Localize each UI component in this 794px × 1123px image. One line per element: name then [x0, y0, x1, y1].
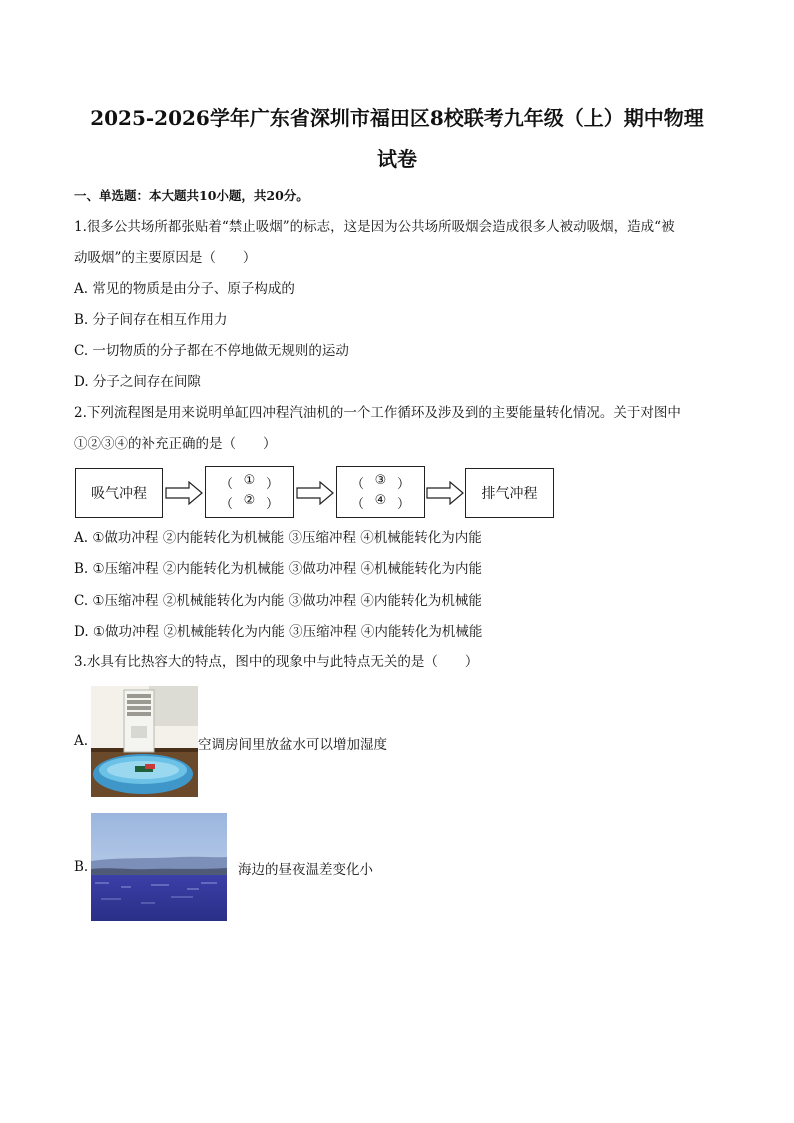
paren-open: （ — [351, 477, 365, 492]
q2-stem-line1: 2.下列流程图是用来说明单缸四冲程汽油机的一个工作循环及涉及到的主要能量转化情况。关于对图中 — [74, 405, 681, 421]
blank-1: ① — [243, 473, 256, 488]
seaside-photo — [91, 813, 227, 921]
paren-close: ） — [265, 497, 279, 512]
q2-option-a: A. ①做功冲程 ②内能转化为机械能 ③压缩冲程 ④机械能转化为内能 — [74, 530, 482, 546]
blank-4: ④ — [374, 493, 387, 508]
flow-box-exhaust-label: 排气冲程 — [481, 486, 538, 502]
flow-box-blank34 — [336, 466, 425, 518]
flow-row-3 — [337, 473, 424, 492]
exam-title-line2: 试卷 — [377, 147, 417, 171]
flow-box-blank12 — [205, 466, 294, 518]
paren-open: （ — [351, 497, 365, 512]
q1-option-a: A. 常见的物质是由分子、原子构成的 — [74, 281, 295, 297]
aircon-basin-photo — [91, 686, 198, 797]
flow-arrow-1 — [165, 481, 203, 505]
paren-close: ） — [396, 497, 410, 512]
q1-stem-line2: 动吸烟”的主要原因是（ ） — [74, 250, 257, 266]
flow-row-1 — [206, 473, 293, 492]
section-header: 一、单选题：本大题共10小题，共20分。 — [74, 188, 309, 203]
blank-3: ③ — [374, 473, 387, 488]
q3-stem: 3.水具有比热容大的特点，图中的现象中与此特点无关的是（ ） — [74, 654, 479, 670]
flow-row-2 — [206, 493, 293, 512]
q1-option-c: C. 一切物质的分子都在不停地做无规则的运动 — [74, 343, 349, 359]
paren-open: （ — [220, 477, 234, 492]
flow-arrow-2 — [296, 481, 334, 505]
flow-box-intake-label: 吸气冲程 — [91, 486, 147, 502]
paren-open: （ — [220, 497, 234, 512]
blank-2: ② — [243, 493, 256, 508]
q3-option-a-letter: A. — [74, 733, 89, 749]
q2-option-d: D. ①做功冲程 ②机械能转化为内能 ③压缩冲程 ④内能转化为机械能 — [74, 624, 483, 640]
paren-close: ） — [265, 477, 279, 492]
flow-arrow-3 — [426, 481, 464, 505]
q3-option-a-text: 空调房间里放盆水可以增加湿度 — [198, 737, 387, 753]
q2-option-c: C. ①压缩冲程 ②机械能转化为内能 ③做功冲程 ④内能转化为机械能 — [74, 593, 482, 609]
flow-box-intake — [75, 468, 163, 518]
exam-title-line1: 2025-2026学年广东省深圳市福田区8校联考九年级（上）期中物理 — [90, 106, 704, 130]
q1-option-d: D. 分子之间存在间隙 — [74, 374, 201, 390]
q3-option-b-letter: B. — [74, 859, 89, 875]
q3-option-b-text: 海边的昼夜温差变化小 — [238, 862, 373, 878]
q2-option-b: B. ①压缩冲程 ②内能转化为机械能 ③做功冲程 ④机械能转化为内能 — [74, 561, 482, 577]
q2-stem-line2: ①②③④的补充正确的是（ ） — [74, 436, 277, 452]
q1-option-b: B. 分子间存在相互作用力 — [74, 312, 228, 328]
q1-stem-line1: 1.很多公共场所都张贴着“禁止吸烟”的标志，这是因为公共场所吸烟会造成很多人被动吸烟，造成“被 — [74, 219, 675, 235]
flow-row-4 — [337, 493, 424, 512]
paren-close: ） — [396, 477, 410, 492]
flow-box-exhaust — [465, 468, 554, 518]
